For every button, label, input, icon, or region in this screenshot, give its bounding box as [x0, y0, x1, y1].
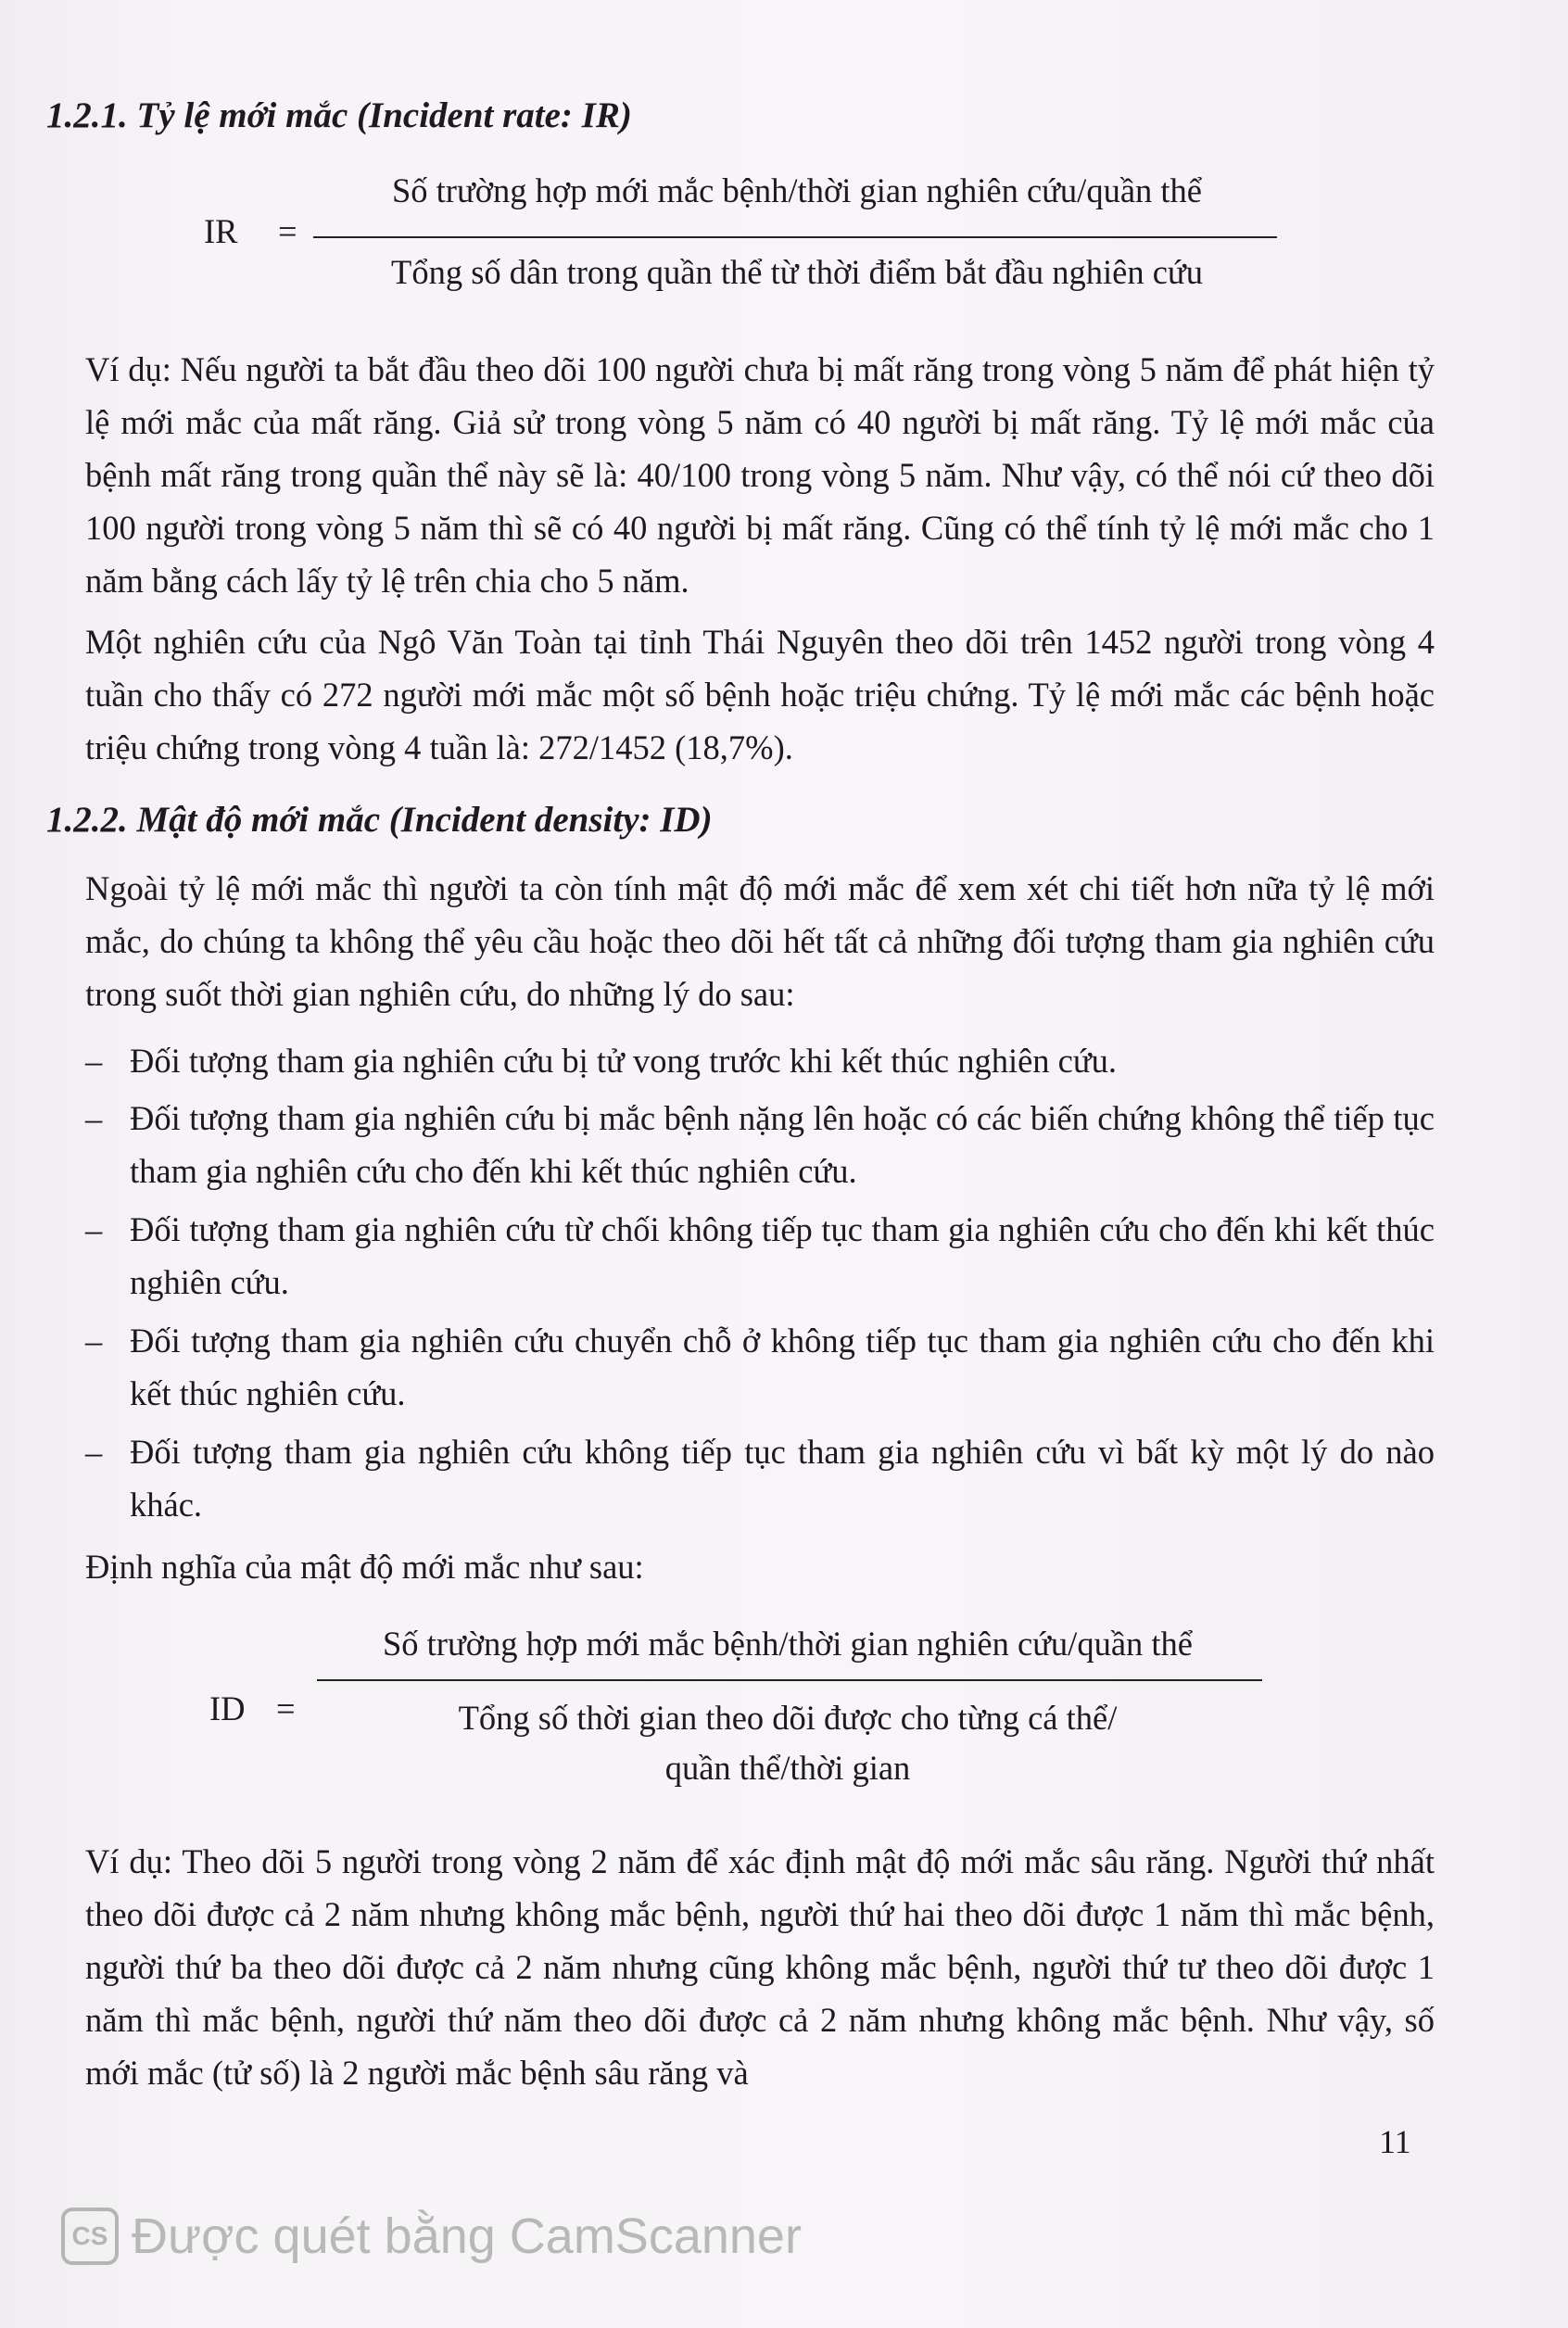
bullet-text: Đối tượng tham gia nghiên cứu không tiếp tục tham gia nghiên cứu vì bất kỳ một lý do nào khác.	[130, 1433, 1435, 1524]
camscanner-logo-icon: CS	[61, 2208, 119, 2265]
bullet-dash: –	[85, 1210, 103, 1248]
bullet-text: Đối tượng tham gia nghiên cứu bị tử vong trước khi kết thúc nghiên cứu.	[130, 1042, 1118, 1080]
bullet-text: Đối tượng tham gia nghiên cứu từ chối không tiếp tục tham gia nghiên cứu cho đến khi kết thúc nghiên cứu.	[130, 1210, 1435, 1301]
id-definition-intro: Định nghĩa của mật độ mới mắc như sau:	[85, 1548, 644, 1586]
ir-fraction-bar	[313, 236, 1277, 238]
id-lhs: ID	[209, 1689, 246, 1727]
section-heading-ir: 1.2.1. Tỷ lệ mới mắc (Incident rate: IR)	[46, 95, 632, 135]
watermark-text: Được quét bằng CamScanner	[132, 2208, 802, 2264]
ir-equals: =	[278, 212, 297, 250]
bullet-dash: –	[85, 1042, 103, 1080]
bullet-text: Đối tượng tham gia nghiên cứu bị mắc bệnh nặng lên hoặc có các biến chứng không thể tiếp tục tham gia nghiên cứu cho đến khi kết thúc nghiên cứu.	[130, 1099, 1435, 1190]
bullet-text: Đối tượng tham gia nghiên cứu chuyển chỗ ở không tiếp tục tham gia nghiên cứu cho đến khi kết thúc nghiên cứu.	[130, 1322, 1435, 1412]
ir-example-paragraph: Ví dụ: Nếu người ta bắt đầu theo dõi 100 người chưa bị mất răng trong vòng 5 năm để phát hiện tỷ lệ mới mắc của mất răng. Giả sử trong vòng 5 năm có 40 người bị mất răng. Tỷ lệ mới mắc của bệnh mất răng trong quần thể này sẽ là: 40/100 trong vòng 5 năm. Như vậy, có thể nói cứ theo dõi 100 người trong vòng 5 năm thì sẽ có 40 người bị mất răng. Cũng có thể tính tỷ lệ mới mắc cho 1 năm bằng cách lấy tỷ lệ trên chia cho 5 năm.	[85, 350, 1435, 600]
id-intro-paragraph: Ngoài tỷ lệ mới mắc thì người ta còn tính mật độ mới mắc để xem xét chi tiết hơn nữa tỷ lệ mới mắc, do chúng ta không thể yêu cầu hoặc theo dõi hết tất cả những đối tượng tham gia nghiên cứu trong suốt thời gian nghiên cứu, do những lý do sau:	[85, 869, 1435, 1013]
ir-lhs: IR	[204, 212, 238, 250]
ir-denominator: Tổng số dân trong quần thể từ thời điểm bắt đầu nghiên cứu	[391, 253, 1203, 291]
camscanner-watermark	[61, 2204, 802, 2269]
id-numerator: Số trường hợp mới mắc bệnh/thời gian nghiên cứu/quần thể	[382, 1625, 1193, 1663]
id-denominator-line2: quần thể/thời gian	[664, 1749, 911, 1787]
ir-numerator: Số trường hợp mới mắc bệnh/thời gian nghiên cứu/quần thể	[391, 171, 1202, 209]
id-equals: =	[276, 1689, 296, 1727]
bullet-dash: –	[85, 1322, 103, 1360]
bullet-dash: –	[85, 1433, 103, 1471]
id-fraction-bar	[317, 1679, 1262, 1681]
id-example-paragraph: Ví dụ: Theo dõi 5 người trong vòng 2 năm để xác định mật độ mới mắc sâu răng. Người thứ nhất theo dõi được cả 2 năm nhưng không mắc bệnh, người thứ hai theo dõi được 1 năm thì mắc bệnh, người thứ ba theo dõi được cả 2 năm nhưng cũng không mắc bệnh, người thứ tư theo dõi được 1 năm thì mắc bệnh, người thứ năm theo dõi được cả 2 năm nhưng không mắc bệnh. Như vậy, số mới mắc (tử số) là 2 người mắc bệnh sâu răng và	[85, 1842, 1435, 2092]
ir-study-paragraph: Một nghiên cứu của Ngô Văn Toàn tại tỉnh Thái Nguyên theo dõi trên 1452 người trong vòng 4 tuần cho thấy có 272 người mới mắc một số bệnh hoặc triệu chứng. Tỷ lệ mới mắc các bệnh hoặc triệu chứng trong vòng 4 tuần là: 272/1452 (18,7%).	[85, 623, 1435, 766]
bullet-dash: –	[85, 1099, 103, 1137]
section-heading-id: 1.2.2. Mật độ mới mắc (Incident density: ID)	[46, 800, 713, 840]
page-number: 11	[1379, 2123, 1411, 2160]
id-denominator-line1: Tổng số thời gian theo dõi được cho từng cá thể/	[458, 1699, 1118, 1737]
